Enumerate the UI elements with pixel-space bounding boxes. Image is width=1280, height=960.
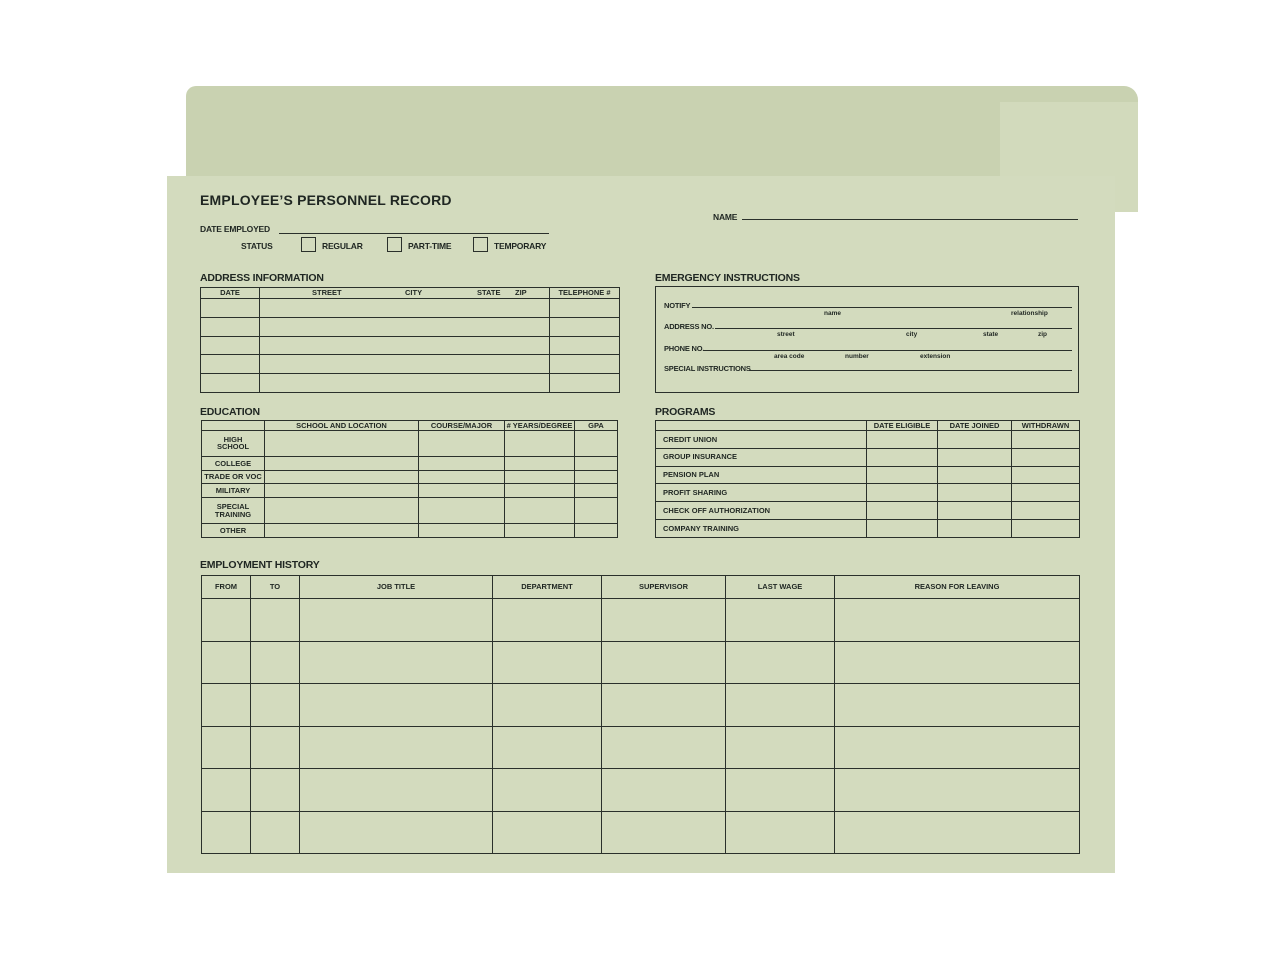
address-cell[interactable]	[550, 336, 620, 355]
address-cell[interactable]	[260, 299, 550, 318]
employment-cell[interactable]	[602, 684, 726, 727]
programs-col-date-eligible: DATE ELIGIBLE	[867, 421, 938, 431]
employment-col-from: FROM	[202, 576, 251, 599]
address-cell[interactable]	[550, 317, 620, 336]
programs-row-label: CHECK OFF AUTHORIZATION	[656, 502, 867, 520]
phone-sub-area-code: area code	[774, 353, 805, 360]
education-corner	[202, 421, 265, 431]
employment-cell[interactable]	[835, 684, 1080, 727]
emergency-section-title: EMERGENCY INSTRUCTIONS	[655, 272, 800, 284]
employment-cell[interactable]	[251, 599, 300, 642]
education-row-label: COLLEGE	[202, 456, 265, 470]
address-no-field[interactable]	[715, 328, 1072, 329]
programs-cell[interactable]	[1012, 448, 1080, 466]
employment-cell[interactable]	[251, 726, 300, 769]
education-cell[interactable]	[575, 431, 618, 457]
employment-cell[interactable]	[835, 641, 1080, 684]
employment-cell[interactable]	[202, 641, 251, 684]
date-employed-field[interactable]	[279, 233, 549, 234]
employment-col-department: DEPARTMENT	[493, 576, 602, 599]
address-cell[interactable]	[260, 317, 550, 336]
employment-cell[interactable]	[202, 599, 251, 642]
status-label: STATUS	[241, 241, 273, 251]
programs-corner	[656, 421, 867, 431]
address-cell[interactable]	[550, 374, 620, 393]
programs-cell[interactable]	[1012, 502, 1080, 520]
address-cell[interactable]	[201, 336, 260, 355]
form-title: EMPLOYEE’S PERSONNEL RECORD	[200, 192, 452, 208]
address-sub-zip: zip	[1038, 331, 1048, 338]
employment-cell[interactable]	[202, 684, 251, 727]
education-row-label: TRADE OR VOC	[202, 470, 265, 484]
address-col-state: STATE	[477, 288, 501, 297]
status-temporary-label: TEMPORARY	[494, 241, 547, 251]
address-no-label: ADDRESS NO.	[664, 322, 714, 331]
education-cell[interactable]	[265, 431, 419, 457]
education-col-gpa: GPA	[575, 421, 618, 431]
employment-cell[interactable]	[251, 641, 300, 684]
education-cell[interactable]	[575, 524, 618, 538]
education-col-years: # YEARS/DEGREE	[505, 421, 575, 431]
phone-sub-extension: extension	[920, 353, 951, 360]
employment-cell[interactable]	[300, 726, 493, 769]
address-col-zip: ZIP	[515, 288, 527, 297]
education-cell[interactable]	[265, 524, 419, 538]
status-temporary-checkbox[interactable]	[473, 237, 488, 252]
programs-cell[interactable]	[867, 431, 938, 449]
programs-col-withdrawn: WITHDRAWN	[1012, 421, 1080, 431]
special-instructions-field[interactable]	[749, 370, 1072, 371]
employment-cell[interactable]	[835, 769, 1080, 812]
education-cell[interactable]	[265, 484, 419, 498]
programs-section-title: PROGRAMS	[655, 406, 716, 418]
status-part-time-checkbox[interactable]	[387, 237, 402, 252]
employment-cell[interactable]	[300, 769, 493, 812]
phone-no-field[interactable]	[703, 350, 1072, 351]
employment-cell[interactable]	[493, 599, 602, 642]
programs-cell[interactable]	[938, 431, 1012, 449]
address-cell[interactable]	[201, 317, 260, 336]
address-sub-city: city	[906, 331, 918, 338]
employment-cell[interactable]	[602, 811, 726, 854]
address-col-city: CITY	[405, 288, 423, 297]
address-cell[interactable]	[201, 355, 260, 374]
address-sub-street: street	[777, 331, 795, 338]
education-table	[201, 420, 618, 538]
employment-cell[interactable]	[726, 726, 835, 769]
programs-cell[interactable]	[1012, 520, 1080, 538]
employment-cell[interactable]	[251, 684, 300, 727]
employment-cell[interactable]	[835, 599, 1080, 642]
employment-cell[interactable]	[726, 769, 835, 812]
employment-cell[interactable]	[251, 769, 300, 812]
programs-cell[interactable]	[938, 502, 1012, 520]
programs-row-label: PENSION PLAN	[656, 466, 867, 484]
employment-cell[interactable]	[726, 599, 835, 642]
programs-cell[interactable]	[938, 484, 1012, 502]
programs-cell[interactable]	[938, 448, 1012, 466]
address-sub-state: state	[983, 331, 999, 338]
employment-cell[interactable]	[202, 769, 251, 812]
employment-cell[interactable]	[493, 811, 602, 854]
employment-cell[interactable]	[202, 811, 251, 854]
programs-cell[interactable]	[867, 466, 938, 484]
education-cell[interactable]	[419, 470, 505, 484]
education-cell[interactable]	[265, 456, 419, 470]
notify-field[interactable]	[692, 307, 1072, 308]
programs-row-label: GROUP INSURANCE	[656, 448, 867, 466]
education-cell[interactable]	[505, 456, 575, 470]
employment-cell[interactable]	[300, 641, 493, 684]
education-cell[interactable]	[265, 498, 419, 524]
employment-cell[interactable]	[726, 811, 835, 854]
programs-row-label: COMPANY TRAINING	[656, 520, 867, 538]
employment-cell[interactable]	[602, 599, 726, 642]
education-cell[interactable]	[505, 431, 575, 457]
programs-cell[interactable]	[867, 448, 938, 466]
notify-sub-name: name	[824, 310, 841, 317]
programs-table	[655, 420, 1080, 538]
special-instructions-label: SPECIAL INSTRUCTIONS	[664, 364, 751, 373]
employment-cell[interactable]	[493, 684, 602, 727]
employment-cell[interactable]	[602, 641, 726, 684]
employment-cell[interactable]	[300, 811, 493, 854]
employment-cell[interactable]	[835, 726, 1080, 769]
programs-cell[interactable]	[938, 520, 1012, 538]
address-cell[interactable]	[201, 374, 260, 393]
date-employed-label: DATE EMPLOYED	[200, 224, 270, 234]
address-col-telephone: TELEPHONE #	[550, 288, 620, 299]
address-cell[interactable]	[550, 299, 620, 318]
education-row-label: SPECIAL TRAINING	[202, 498, 265, 524]
programs-cell[interactable]	[867, 502, 938, 520]
education-cell[interactable]	[505, 470, 575, 484]
employment-cell[interactable]	[493, 641, 602, 684]
address-cell[interactable]	[260, 374, 550, 393]
emergency-box	[655, 286, 1079, 393]
programs-col-date-joined: DATE JOINED	[938, 421, 1012, 431]
education-section-title: EDUCATION	[200, 406, 260, 418]
address-section-title: ADDRESS INFORMATION	[200, 272, 324, 284]
education-cell[interactable]	[419, 431, 505, 457]
employment-cell[interactable]	[251, 811, 300, 854]
name-label: NAME	[713, 212, 738, 222]
employment-cell[interactable]	[493, 769, 602, 812]
education-cell[interactable]	[505, 524, 575, 538]
employment-cell[interactable]	[726, 684, 835, 727]
phone-no-label: PHONE NO.	[664, 344, 705, 353]
education-cell[interactable]	[575, 470, 618, 484]
education-col-course: COURSE/MAJOR	[419, 421, 505, 431]
programs-cell[interactable]	[938, 466, 1012, 484]
status-part-time-label: PART-TIME	[408, 241, 452, 251]
employment-col-supervisor: SUPERVISOR	[602, 576, 726, 599]
employment-cell[interactable]	[835, 811, 1080, 854]
education-col-school: SCHOOL AND LOCATION	[265, 421, 419, 431]
programs-cell[interactable]	[1012, 484, 1080, 502]
programs-cell[interactable]	[1012, 431, 1080, 449]
education-cell[interactable]	[419, 484, 505, 498]
programs-row-label: CREDIT UNION	[656, 431, 867, 449]
employment-cell[interactable]	[602, 726, 726, 769]
employment-cell[interactable]	[300, 684, 493, 727]
address-col-street: STREET	[312, 288, 342, 297]
employment-cell[interactable]	[602, 769, 726, 812]
education-row-label: MILITARY	[202, 484, 265, 498]
education-cell[interactable]	[575, 484, 618, 498]
address-col-date: DATE	[201, 288, 260, 299]
programs-row-label: PROFIT SHARING	[656, 484, 867, 502]
employment-cell[interactable]	[493, 726, 602, 769]
employment-col-job-title: JOB TITLE	[300, 576, 493, 599]
education-cell[interactable]	[505, 484, 575, 498]
address-table	[200, 287, 620, 393]
programs-cell[interactable]	[867, 484, 938, 502]
programs-cell[interactable]	[1012, 466, 1080, 484]
notify-label: NOTIFY	[664, 301, 691, 310]
address-cell[interactable]	[201, 299, 260, 318]
employment-cell[interactable]	[726, 641, 835, 684]
status-regular-label: REGULAR	[322, 241, 363, 251]
employment-cell[interactable]	[300, 599, 493, 642]
education-cell[interactable]	[575, 456, 618, 470]
employment-section-title: EMPLOYMENT HISTORY	[200, 559, 320, 571]
employment-col-reason: REASON FOR LEAVING	[835, 576, 1080, 599]
name-field[interactable]	[742, 219, 1078, 220]
education-row-label: HIGH SCHOOL	[202, 431, 265, 457]
employment-col-to: TO	[251, 576, 300, 599]
status-regular-checkbox[interactable]	[301, 237, 316, 252]
education-cell[interactable]	[265, 470, 419, 484]
employment-table	[201, 575, 1080, 854]
education-cell[interactable]	[419, 498, 505, 524]
address-cell[interactable]	[260, 336, 550, 355]
education-cell[interactable]	[419, 456, 505, 470]
employment-cell[interactable]	[202, 726, 251, 769]
education-row-label: OTHER	[202, 524, 265, 538]
notify-sub-relationship: relationship	[1011, 310, 1048, 317]
education-cell[interactable]	[419, 524, 505, 538]
phone-sub-number: number	[845, 353, 869, 360]
education-cell[interactable]	[575, 498, 618, 524]
employment-col-last-wage: LAST WAGE	[726, 576, 835, 599]
programs-cell[interactable]	[867, 520, 938, 538]
education-cell[interactable]	[505, 498, 575, 524]
address-cell[interactable]	[260, 355, 550, 374]
address-col-street-city-state-zip	[260, 288, 550, 299]
address-cell[interactable]	[550, 355, 620, 374]
